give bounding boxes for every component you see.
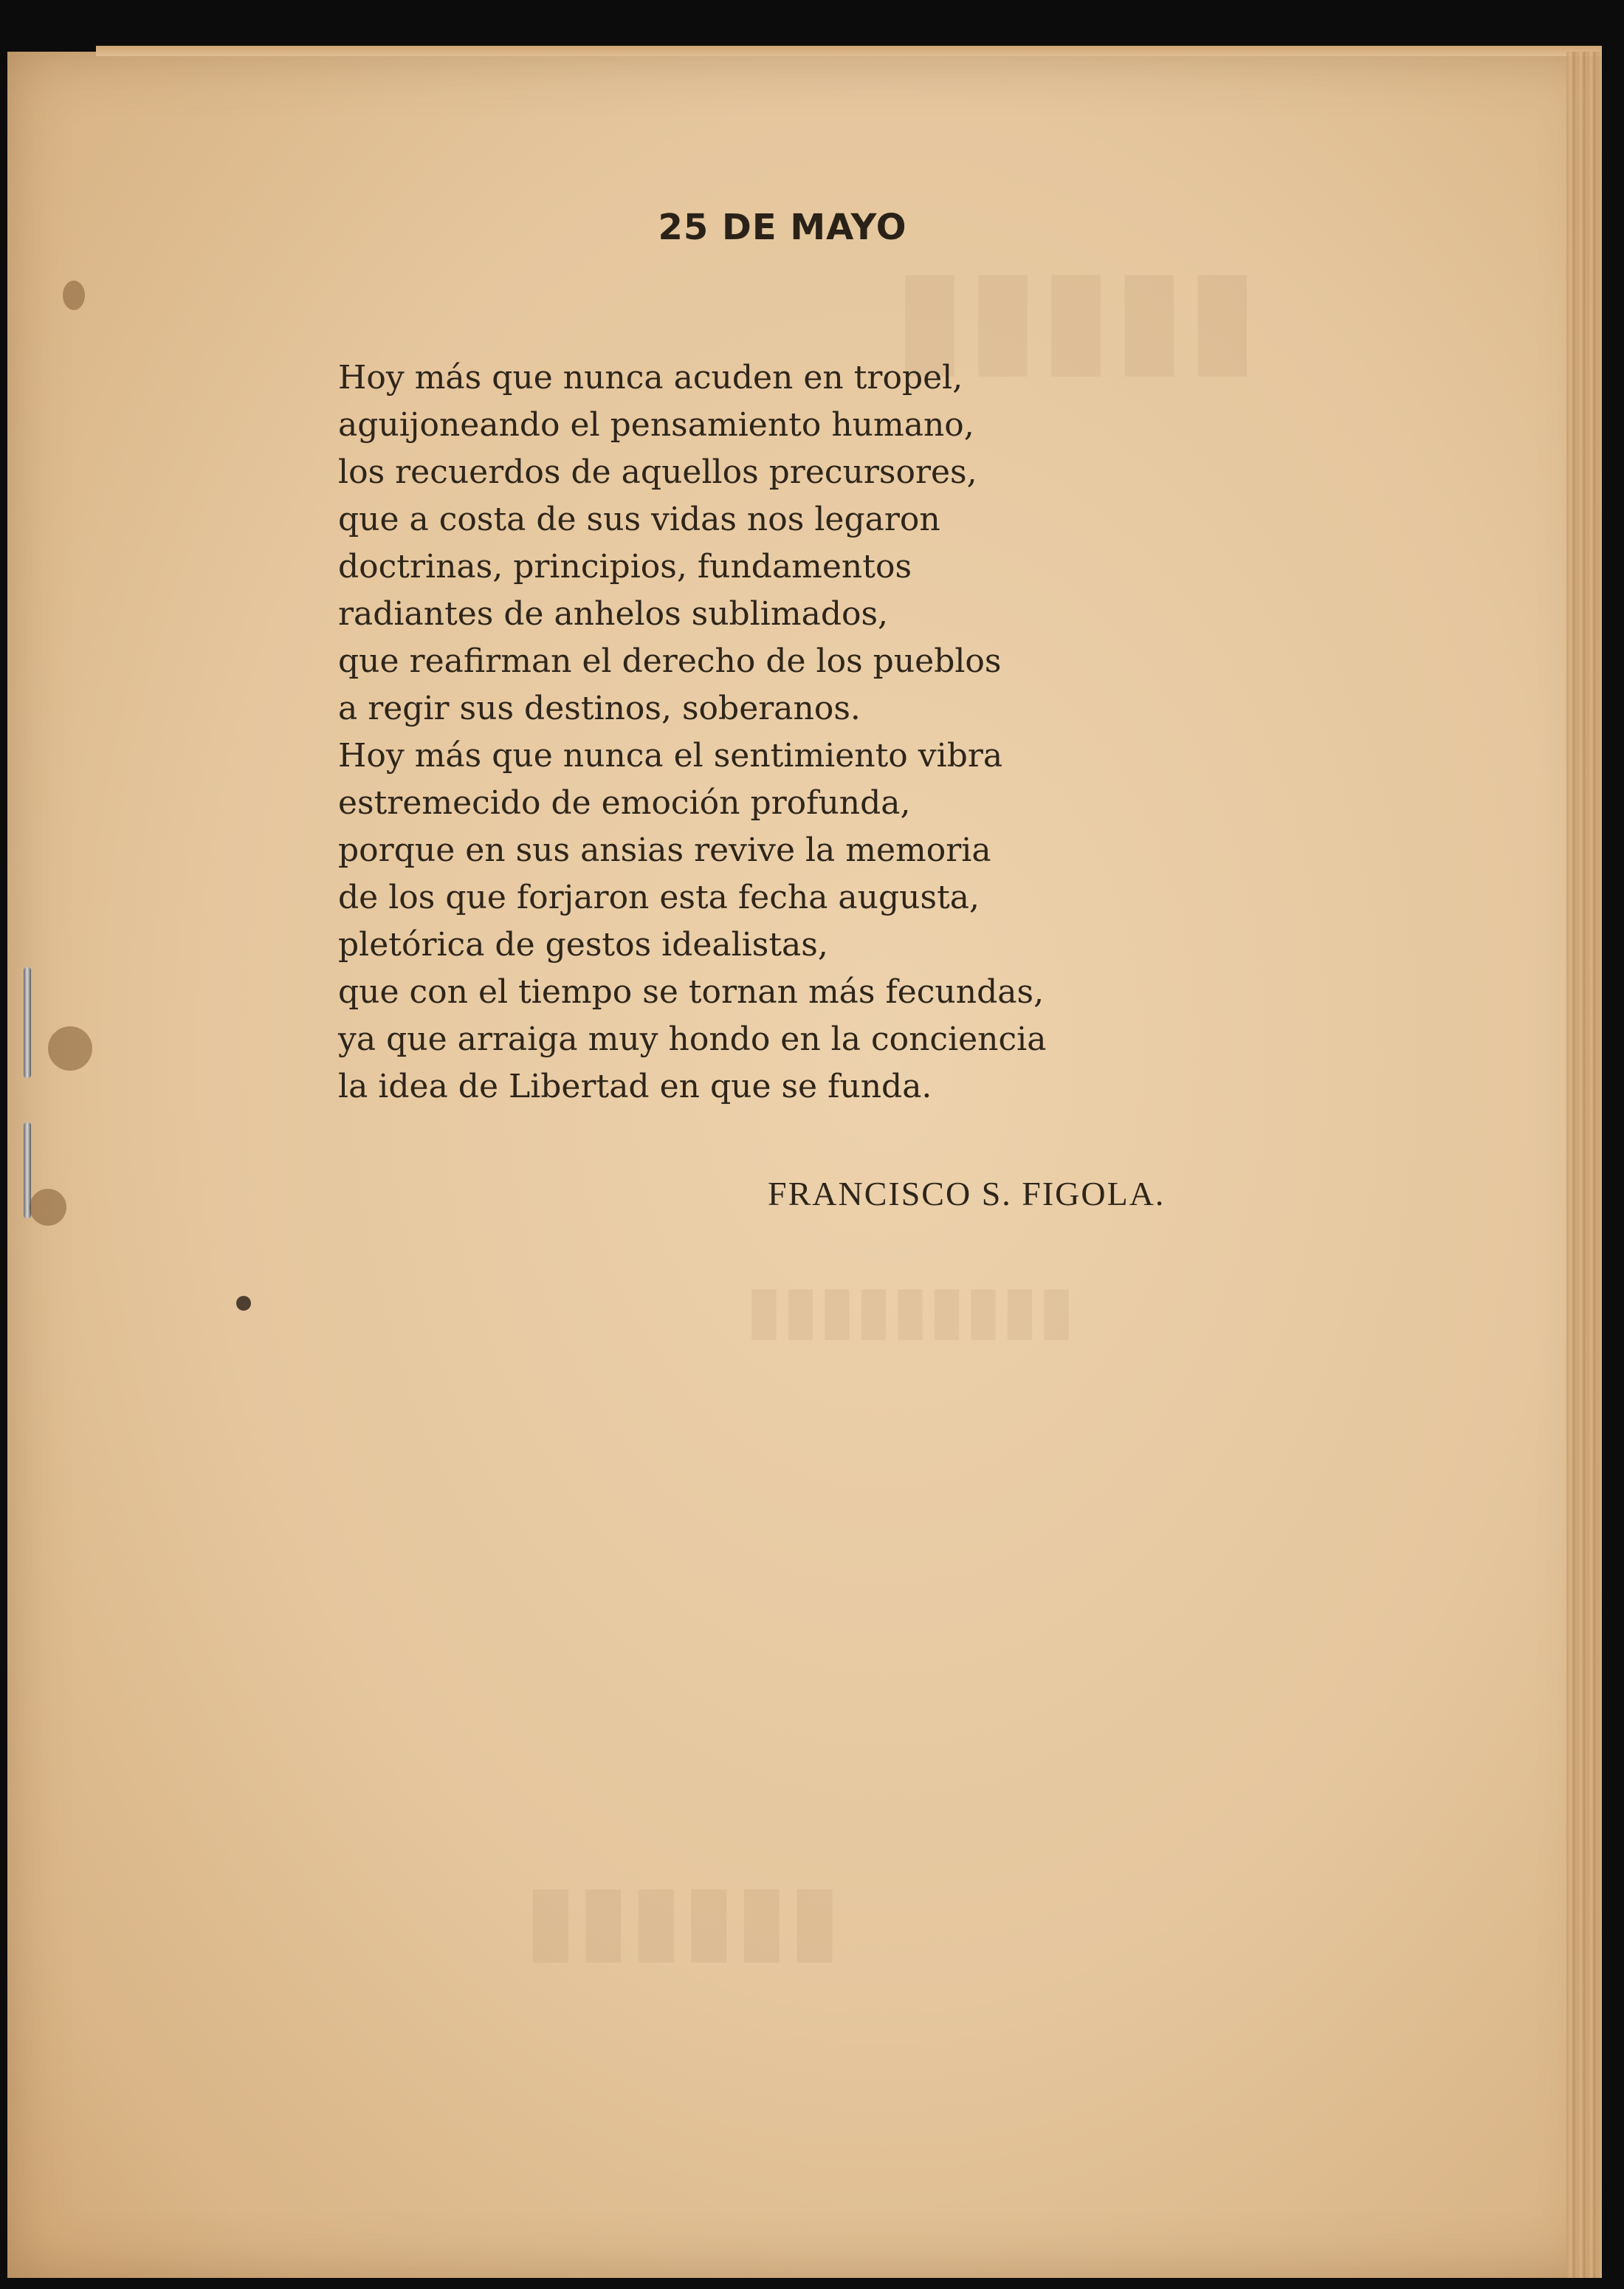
- show-through-texture: ▮▮▮▮▮▮: [524, 1861, 842, 1974]
- page-content: [7, 52, 1602, 2278]
- poem-line: ya que arraiga muy hondo en la conciencia: [338, 1020, 1047, 1058]
- poem-line: pletórica de gestos idealistas,: [338, 926, 828, 964]
- page-title: 25 DE MAYO: [658, 207, 907, 248]
- poem-line: doctrinas, principios, fundamentos: [338, 548, 912, 586]
- poem-line: a regir sus destinos, soberanos.: [338, 690, 861, 727]
- poem-line: que a costa de sus vidas nos legaron: [338, 501, 940, 538]
- poem-line: porque en sus ansias revive la memoria: [338, 831, 991, 869]
- poem-line: estremecido de emoción profunda,: [338, 784, 911, 822]
- poem-line: de los que forjaron esta fecha augusta,: [338, 879, 980, 916]
- poem-line: los recuerdos de aquellos precursores,: [338, 453, 977, 491]
- poem-line: la idea de Libertad en que se funda.: [338, 1068, 932, 1105]
- document-page: [7, 52, 1602, 2278]
- poem-line: aguijoneando el pensamiento humano,: [338, 406, 974, 444]
- show-through-texture: ▮▮▮▮▮▮▮▮▮: [746, 1270, 1075, 1348]
- author-signature: FRANCISCO S. FIGOLA.: [768, 1175, 1166, 1212]
- poem-body: [338, 354, 1298, 1111]
- show-through-texture: ▮▮▮▮▮: [893, 236, 1259, 392]
- poem-line: radiantes de anhelos sublimados,: [338, 595, 889, 633]
- poem-line: que con el tiempo se tornan más fecundas,: [338, 973, 1045, 1011]
- poem-line: que reafirman el derecho de los pueblos: [338, 642, 1002, 680]
- poem-line: Hoy más que nunca acuden en tropel,: [338, 359, 963, 397]
- poem-line: Hoy más que nunca el sentimiento vibra: [338, 737, 1003, 775]
